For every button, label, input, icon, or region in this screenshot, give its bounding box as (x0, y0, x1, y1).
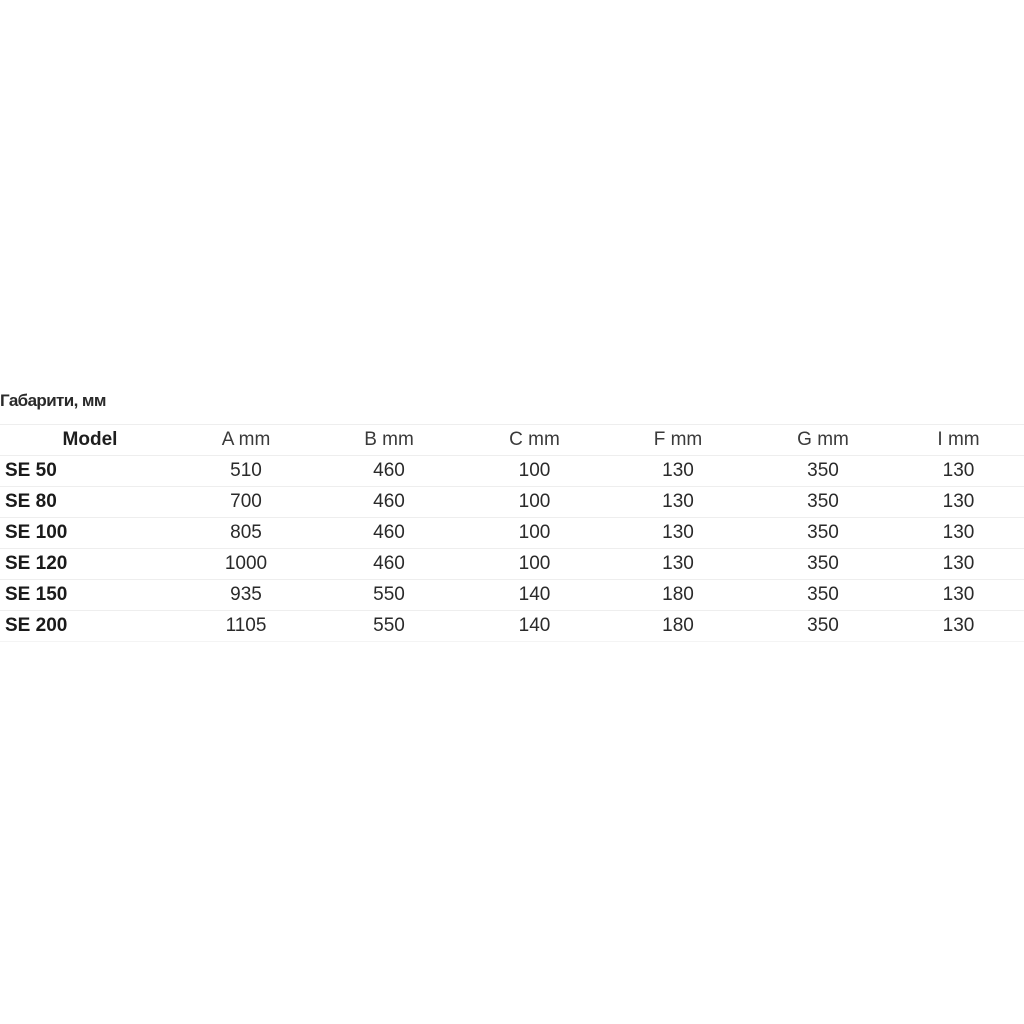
model-cell: SE 100 (0, 518, 180, 549)
column-header-g: G mm (753, 425, 893, 456)
b-cell: 460 (312, 518, 466, 549)
a-cell: 1000 (180, 549, 312, 580)
c-cell: 100 (466, 456, 603, 487)
a-cell: 700 (180, 487, 312, 518)
a-cell: 805 (180, 518, 312, 549)
i-cell: 130 (893, 518, 1024, 549)
c-cell: 100 (466, 487, 603, 518)
dimensions-table (0, 424, 1024, 642)
table-header-row (0, 425, 1024, 456)
b-cell: 550 (312, 611, 466, 642)
g-cell: 350 (753, 549, 893, 580)
b-cell: 460 (312, 549, 466, 580)
a-cell: 935 (180, 580, 312, 611)
f-cell: 130 (603, 456, 753, 487)
table-row (0, 549, 1024, 580)
i-cell: 130 (893, 549, 1024, 580)
c-cell: 100 (466, 549, 603, 580)
b-cell: 460 (312, 456, 466, 487)
i-cell: 130 (893, 580, 1024, 611)
table-row (0, 518, 1024, 549)
column-header-b: B mm (312, 425, 466, 456)
f-cell: 130 (603, 487, 753, 518)
f-cell: 180 (603, 580, 753, 611)
table-row (0, 487, 1024, 518)
f-cell: 130 (603, 518, 753, 549)
i-cell: 130 (893, 456, 1024, 487)
table-row (0, 580, 1024, 611)
section-title: Габарити, мм (0, 391, 106, 410)
g-cell: 350 (753, 456, 893, 487)
column-header-model: Model (0, 425, 180, 456)
g-cell: 350 (753, 580, 893, 611)
i-cell: 130 (893, 611, 1024, 642)
g-cell: 350 (753, 611, 893, 642)
model-cell: SE 120 (0, 549, 180, 580)
column-header-i: I mm (893, 425, 1024, 456)
c-cell: 140 (466, 611, 603, 642)
model-cell: SE 150 (0, 580, 180, 611)
g-cell: 350 (753, 487, 893, 518)
c-cell: 100 (466, 518, 603, 549)
model-cell: SE 80 (0, 487, 180, 518)
g-cell: 350 (753, 518, 893, 549)
model-cell: SE 200 (0, 611, 180, 642)
table-row (0, 456, 1024, 487)
f-cell: 130 (603, 549, 753, 580)
c-cell: 140 (466, 580, 603, 611)
b-cell: 460 (312, 487, 466, 518)
column-header-a: A mm (180, 425, 312, 456)
column-header-f: F mm (603, 425, 753, 456)
model-cell: SE 50 (0, 456, 180, 487)
table-row (0, 611, 1024, 642)
i-cell: 130 (893, 487, 1024, 518)
a-cell: 1105 (180, 611, 312, 642)
a-cell: 510 (180, 456, 312, 487)
f-cell: 180 (603, 611, 753, 642)
b-cell: 550 (312, 580, 466, 611)
column-header-c: C mm (466, 425, 603, 456)
